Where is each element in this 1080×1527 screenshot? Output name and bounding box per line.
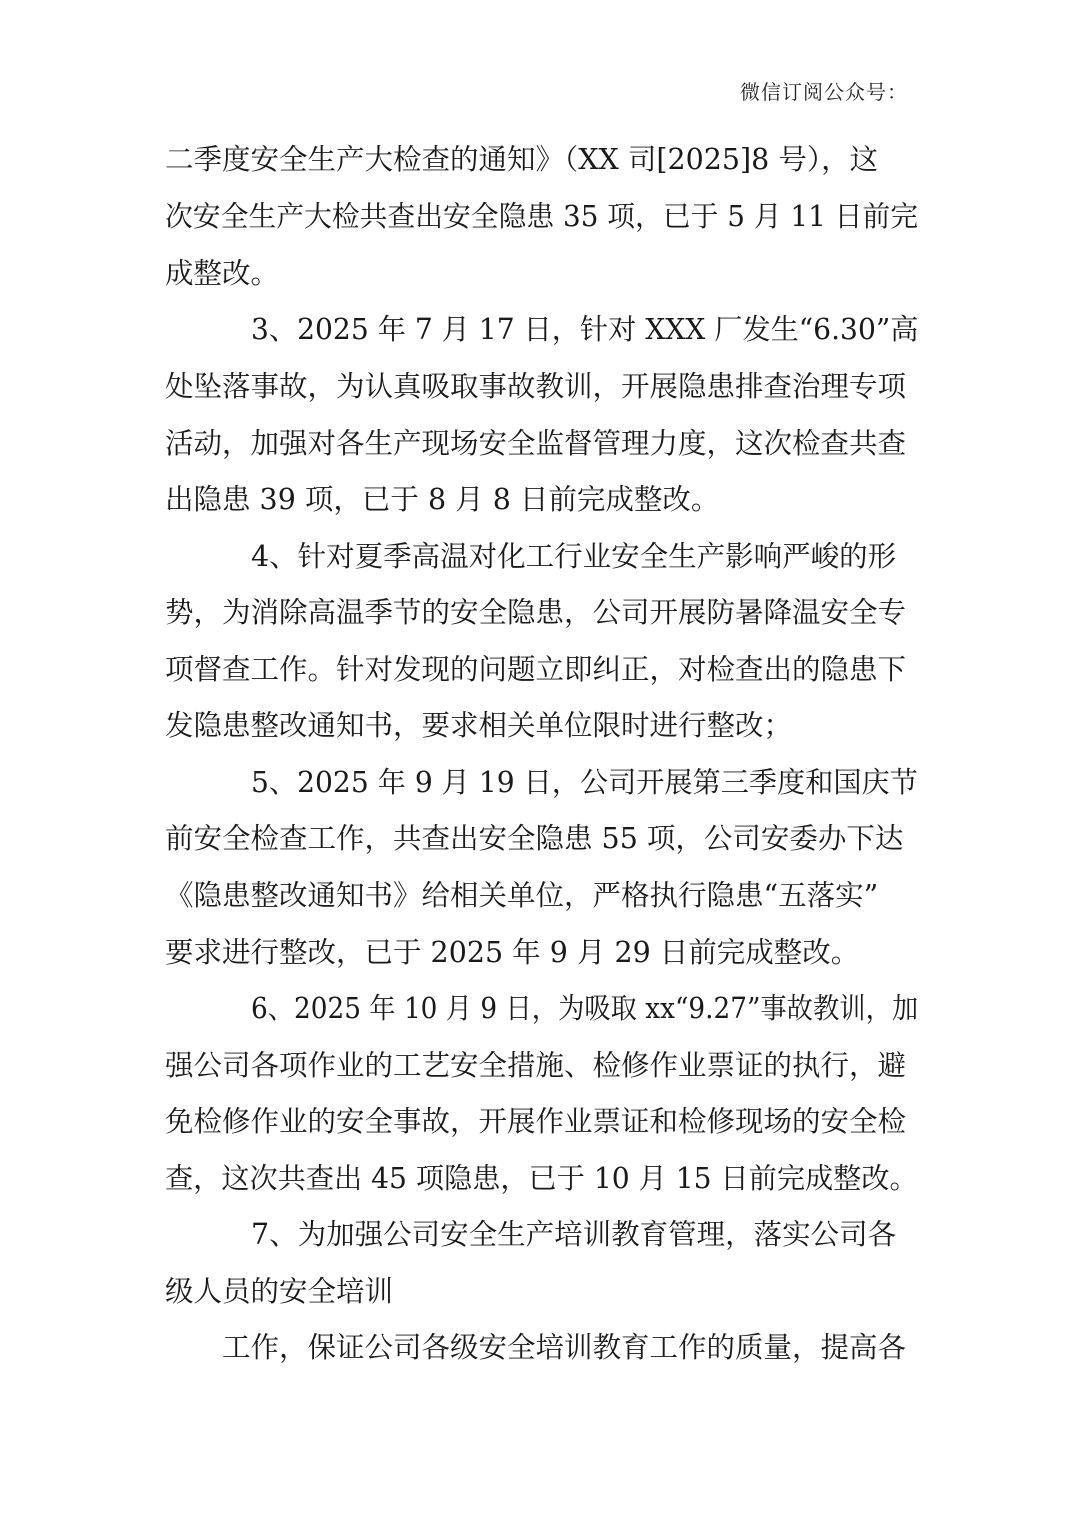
- text-line: 活动，加强对各生产现场安全监督管理力度，这次检查共查: [165, 427, 907, 460]
- text-line: 3、2025 年 7 月 17 日，针对 XXX 厂发生“6.30”高: [251, 313, 919, 346]
- text-line: 成整改。: [165, 257, 280, 290]
- text-line: 前安全检查工作，共查出安全隐患 55 项，公司安委办下达: [165, 822, 904, 855]
- text-line: 免检修作业的安全事故，开展作业票证和检修现场的安全检: [165, 1105, 907, 1138]
- page-header-account-label: 微信订阅公众号：: [740, 80, 908, 104]
- text-line: 4、针对夏季高温对化工行业安全生产影响严峻的形: [251, 540, 897, 573]
- text-line: 强公司各项作业的工艺安全措施、检修作业票证的执行，避: [165, 1049, 907, 1082]
- text-line: 5、2025 年 9 月 19 日，公司开展第三季度和国庆节: [251, 766, 918, 799]
- text-line: 二季度安全生产大检查的通知》（XX 司[2025]8 号），这: [165, 143, 879, 176]
- text-line: 级人员的安全培训: [165, 1275, 394, 1308]
- text-line: 发隐患整改通知书，要求相关单位限时进行整改；: [165, 709, 793, 742]
- text-line: 7、为加强公司安全生产培训教育管理，落实公司各: [251, 1218, 897, 1251]
- text-line: 《隐患整改通知书》给相关单位，严格执行隐患“五落实”: [165, 879, 879, 912]
- text-line: 处坠落事故，为认真吸取事故教训，开展隐患排查治理专项: [165, 370, 907, 403]
- text-line: 出隐患 39 项，已于 8 月 8 日前完成整改。: [165, 483, 720, 516]
- text-line: 工作，保证公司各级安全培训教育工作的质量，提高各: [222, 1331, 907, 1364]
- text-line: 次安全生产大检共查出安全隐患 35 项，已于 5 月 11 日前完: [165, 200, 919, 233]
- text-line: 要求进行整改，已于 2025 年 9 月 29 日前完成整改。: [165, 936, 860, 969]
- text-line: 势，为消除高温季节的安全隐患，公司开展防暑降温安全专: [165, 596, 907, 629]
- text-line: 6、2025 年 10 月 9 日，为吸取 xx“9.27”事故教训，加: [251, 992, 919, 1025]
- text-line: 项督查工作。针对发现的问题立即纠正，对检查出的隐患下: [165, 653, 907, 686]
- text-line: 查，这次共查出 45 项隐患，已于 10 月 15 日前完成整改。: [165, 1162, 918, 1195]
